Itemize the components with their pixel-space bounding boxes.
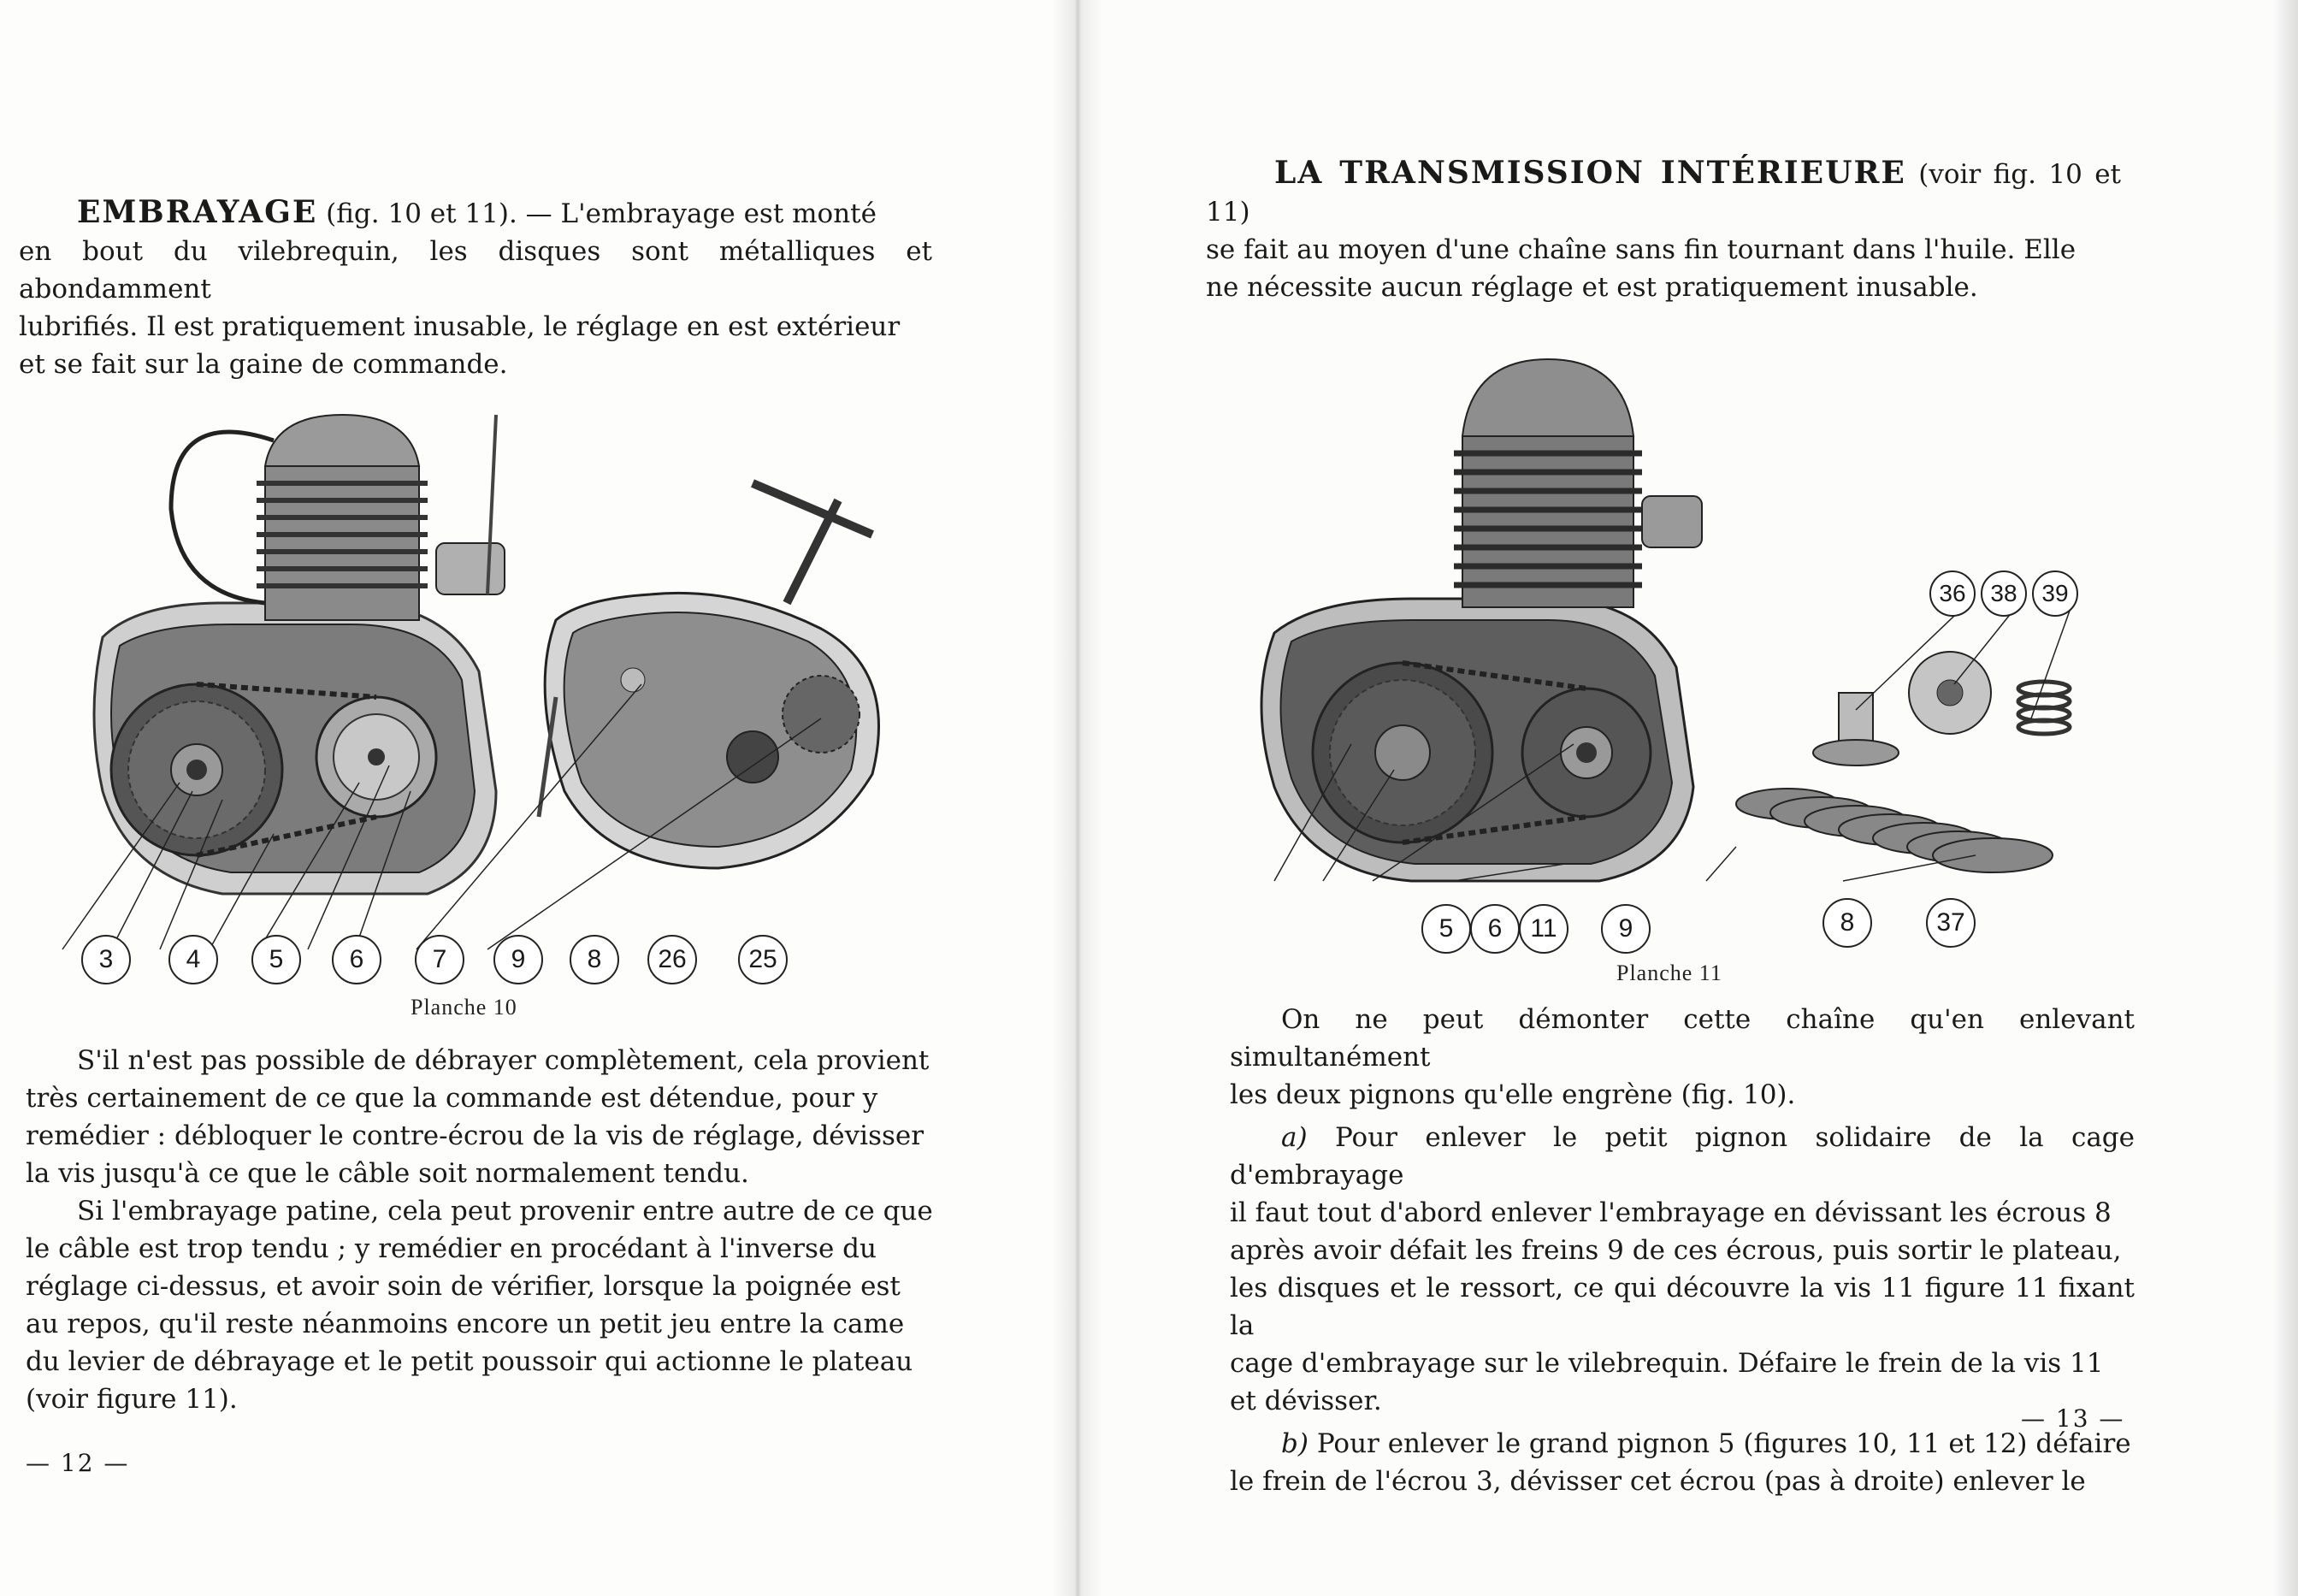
callout-38: 38 — [1981, 570, 2027, 617]
para-line: le frein de l'écrou 3, dévisser cet écrou (pas à droite) enlever le — [1230, 1466, 2086, 1497]
para-line: (voir figure 11). — [26, 1384, 238, 1415]
caption-planche-10: Planche 10 — [411, 995, 517, 1020]
intro-line: ne nécessite aucun réglage et est pratiquement inusable. — [1206, 272, 1978, 303]
para-a-first-line — [1230, 1119, 2135, 1194]
para-b-first-line — [1230, 1425, 2135, 1463]
embrayage-heading-line — [19, 193, 932, 233]
embrayage-heading-ref: (fig. 10 et 11). — L'embrayage est monté — [326, 198, 877, 229]
engine-illustration-10 — [51, 389, 941, 988]
para-a-label: a) — [1281, 1122, 1308, 1153]
para-line: le câble est trop tendu ; y remédier en procédant à l'inverse du — [26, 1233, 877, 1264]
intro-line: en bout du vilebrequin, les disques sont métalliques et abondamment — [19, 236, 932, 304]
callout-36: 36 — [1929, 570, 1976, 617]
page-edge-shadow — [2272, 0, 2298, 1596]
para-line: il faut tout d'abord enlever l'embrayage en dévissant les écrous 8 — [1230, 1197, 2112, 1228]
callout-26: 26 — [647, 935, 697, 984]
page-number-right: — 13 — — [2021, 1404, 2125, 1433]
callout-8: 8 — [1822, 898, 1872, 948]
intro-line: et se fait sur la gaine de commande. — [19, 349, 508, 380]
para-line: cage d'embrayage sur le vilebrequin. Défaire le frein de la vis 11 — [1230, 1348, 2104, 1379]
transmission-paragraphs — [1230, 1001, 2135, 1500]
para-line: Si l'embrayage patine, cela peut provenir entre autre de ce que — [77, 1196, 933, 1227]
para-line: On ne peut démonter cette chaîne qu'en enlevant simultanément — [1230, 1004, 2135, 1073]
callout-7: 7 — [415, 935, 464, 984]
callout-5: 5 — [251, 935, 301, 984]
engine-block-right — [1261, 359, 1702, 881]
callout-37: 37 — [1926, 898, 1976, 948]
para-line: remédier : débloquer le contre-écrou de la vis de réglage, dévisser — [26, 1120, 925, 1151]
engine-cover-right — [539, 483, 879, 868]
right-page — [1069, 0, 2298, 1596]
para-line: après avoir défait les freins 9 de ces écrous, puis sortir le plateau, — [1230, 1235, 2122, 1266]
para-line: S'il n'est pas possible de débrayer complètement, cela provient — [77, 1045, 930, 1076]
callout-39: 39 — [2032, 570, 2078, 617]
para-line: les disques et le ressort, ce qui découvre la vis 11 figure 11 fixant la — [1230, 1273, 2135, 1341]
para-line: les deux pignons qu'elle engrène (fig. 10). — [1230, 1079, 1796, 1110]
callout-6: 6 — [332, 935, 381, 984]
para-b-label: b) — [1281, 1428, 1309, 1459]
transmission-heading: LA TRANSMISSION INTÉRIEURE — [1274, 155, 1906, 191]
clutch-parts-exploded — [1736, 652, 2070, 872]
callout-9: 9 — [493, 935, 543, 984]
caption-planche-11: Planche 11 — [1616, 961, 1722, 985]
callout-3: 3 — [81, 935, 131, 984]
book-gutter — [1052, 0, 1103, 1596]
transmission-heading-ref: (voir fig. 10 et 11) — [1206, 159, 2122, 228]
engine-block-left — [94, 415, 505, 894]
para-line: au repos, qu'il reste néanmoins encore un petit jeu entre la came — [26, 1309, 905, 1339]
page-number-left: — 12 — — [26, 1449, 130, 1477]
transmission-heading-line — [1206, 154, 2121, 231]
intro-line: lubrifiés. Il est pratiquement inusable, le réglage en est extérieur — [19, 311, 901, 342]
callout-11: 11 — [1519, 904, 1568, 954]
callout-6: 6 — [1470, 904, 1520, 954]
embrayage-paragraphs — [26, 1042, 936, 1418]
callout-5: 5 — [1421, 904, 1471, 954]
para-line: réglage ci-dessus, et avoir soin de vérifier, lorsque la poignée est — [26, 1271, 901, 1302]
embrayage-intro — [19, 193, 932, 383]
para-line: Pour enlever le grand pignon 5 (figures 10, 11 et 12) défaire — [1316, 1428, 2131, 1459]
callout-9: 9 — [1601, 904, 1651, 954]
intro-line: se fait au moyen d'une chaîne sans fin tournant dans l'huile. Elle — [1206, 234, 2076, 265]
embrayage-heading: EMBRAYAGE — [77, 194, 318, 230]
transmission-intro — [1206, 154, 2121, 306]
para-line: Pour enlever le petit pignon solidaire de la cage d'embrayage — [1230, 1122, 2135, 1191]
callout-4: 4 — [168, 935, 218, 984]
para-line: et dévisser. — [1230, 1386, 1382, 1416]
engine-illustration-11 — [1223, 342, 2147, 958]
para-line: du levier de débrayage et le petit poussoir qui actionne le plateau — [26, 1346, 913, 1377]
left-page — [0, 0, 1069, 1596]
callout-8: 8 — [570, 935, 619, 984]
para-line: la vis jusqu'à ce que le câble soit normalement tendu. — [26, 1158, 749, 1189]
callout-25: 25 — [738, 935, 788, 984]
para-line: très certainement de ce que la commande est détendue, pour y — [26, 1083, 878, 1114]
